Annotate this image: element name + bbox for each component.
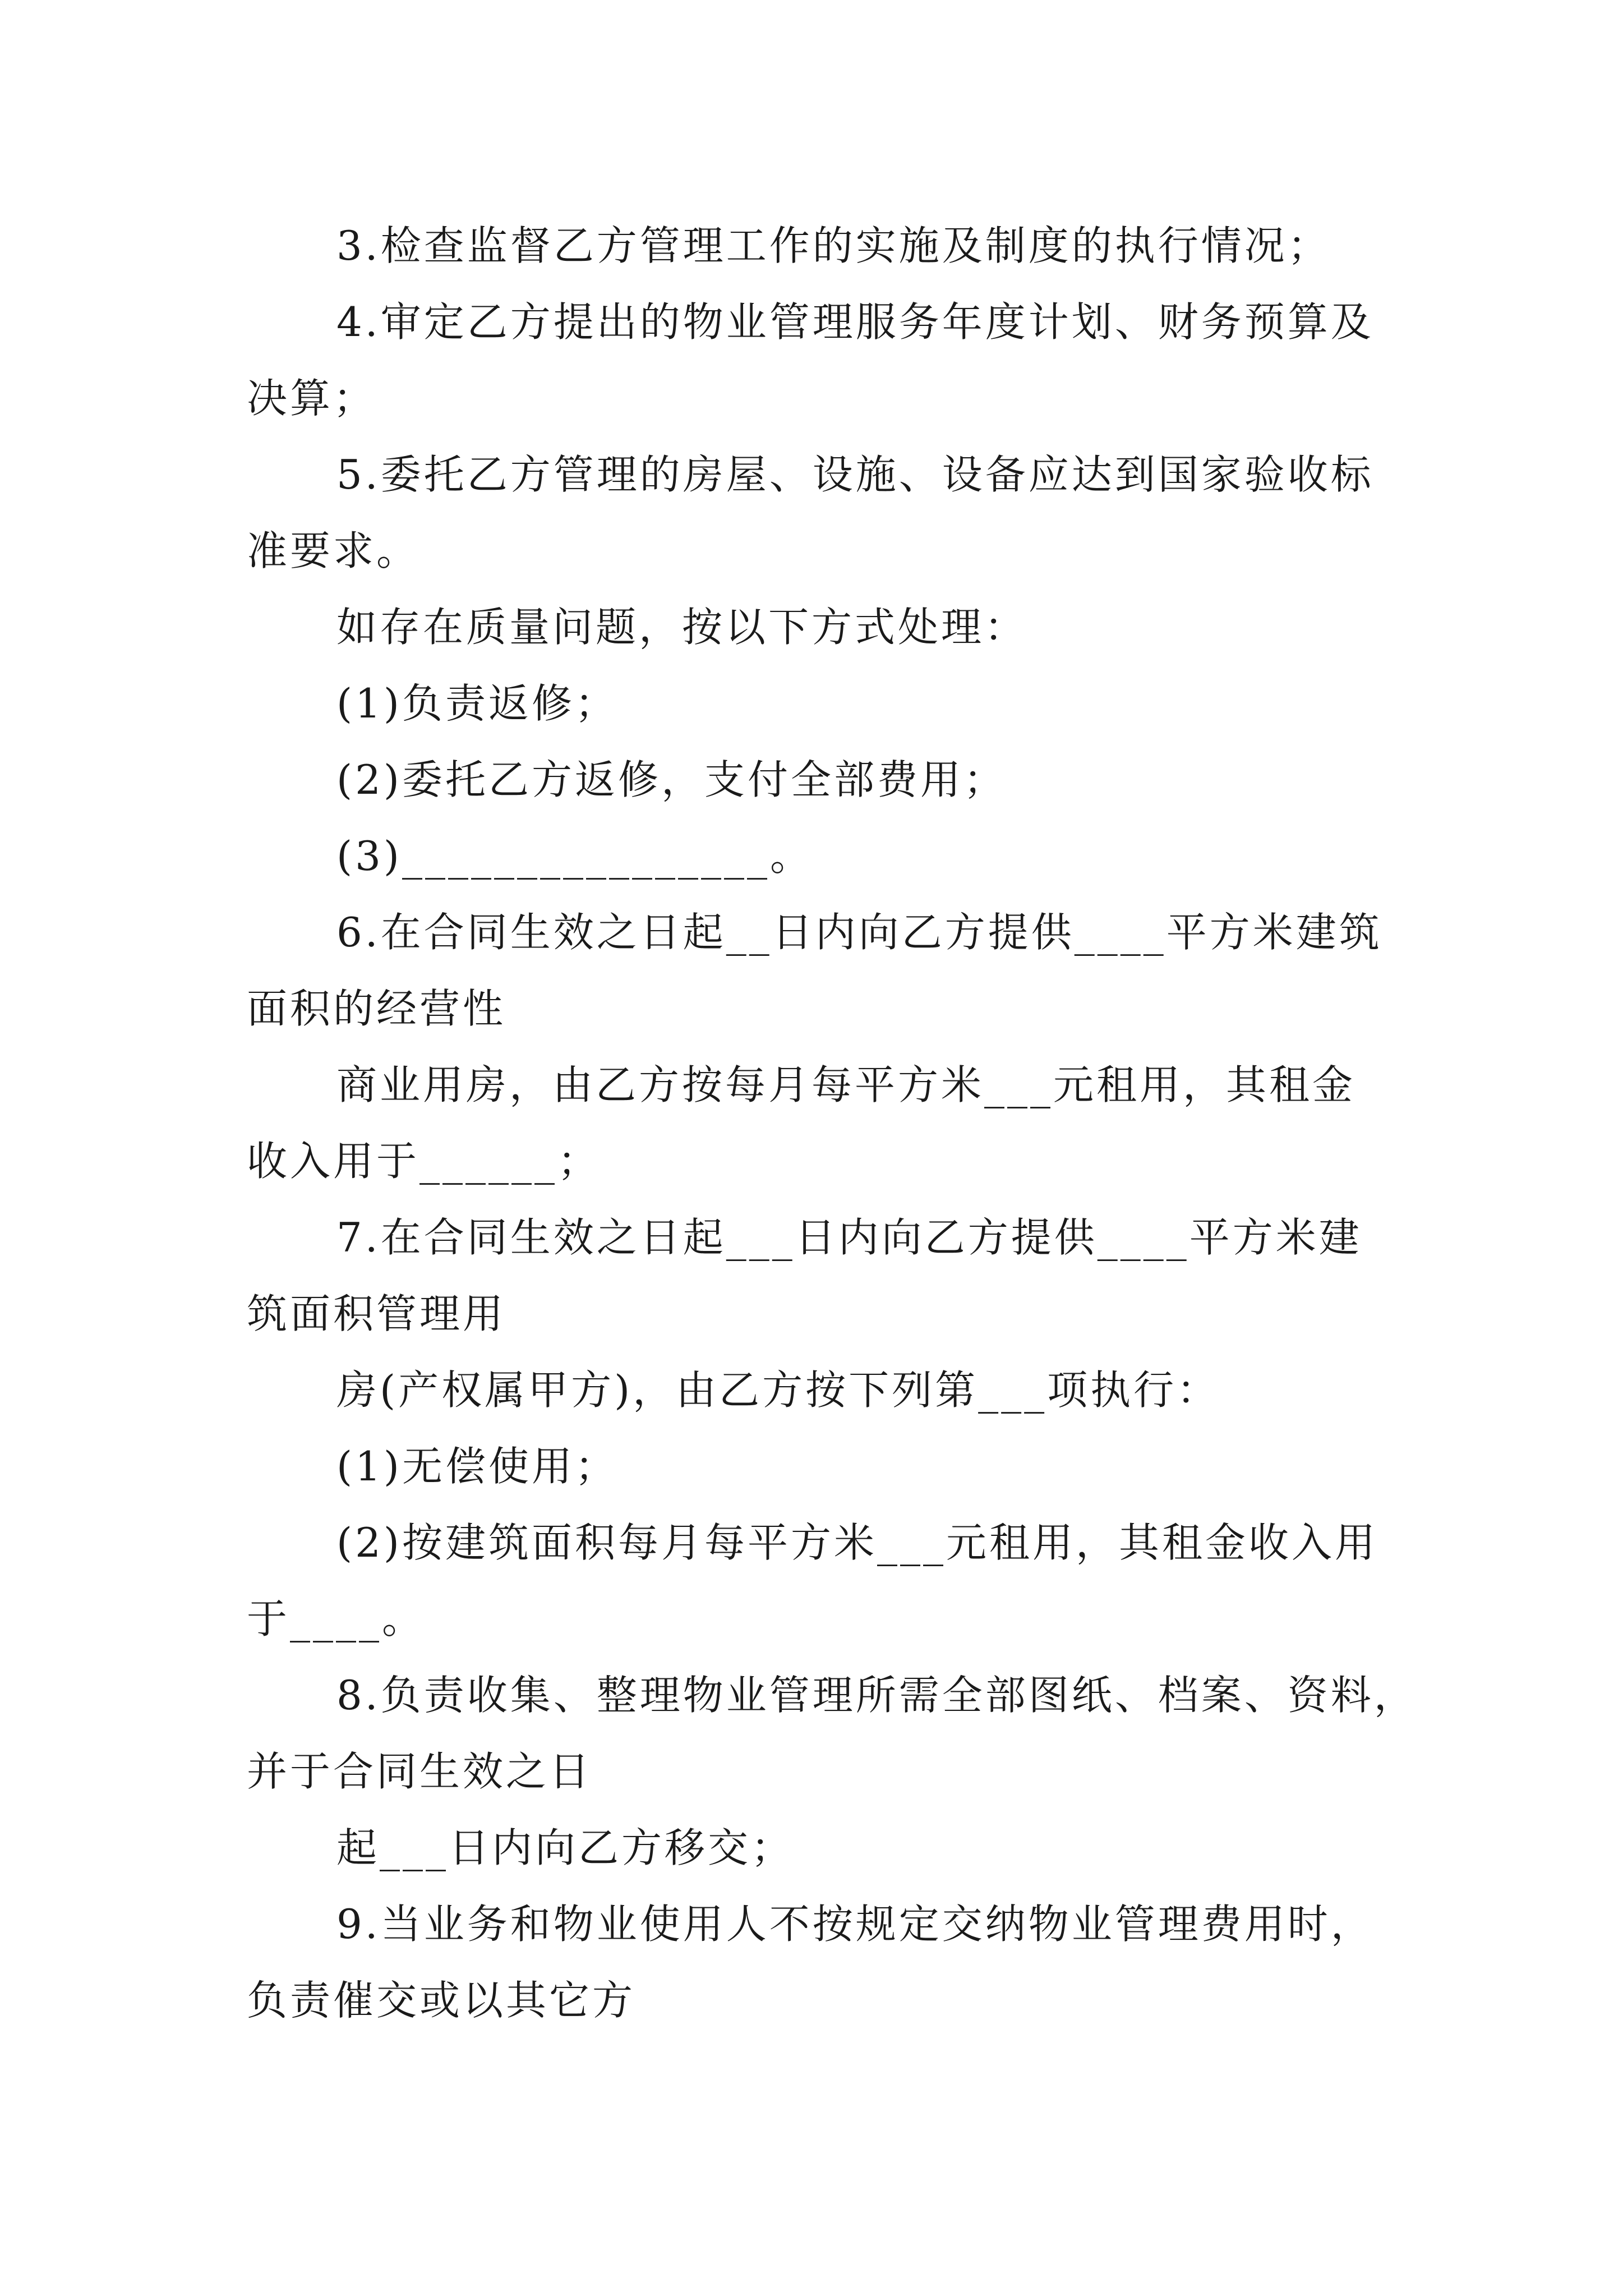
clause-7-continuation: 筑面积管理用 <box>247 1290 506 1337</box>
management-option-2-continuation: 于____。 <box>247 1595 426 1642</box>
clause-9-continuation: 负责催交或以其它方 <box>247 1977 636 2024</box>
clause-8-continuation: 并于合同生效之日 <box>247 1748 593 1795</box>
management-option-1: (1)无偿使用； <box>336 1443 618 1490</box>
clause-6-line: 6.在合同生效之日起__日内向乙方提供____平方米建筑 <box>336 909 1382 956</box>
clause-5-continuation: 准要求。 <box>247 527 420 574</box>
quality-option-3: (3)________________。 <box>336 832 813 880</box>
clause-6-continuation: 面积的经营性 <box>247 985 506 1032</box>
clause-4-line: 4.审定乙方提出的物业管理服务年度计划、财务预算及 <box>336 298 1374 346</box>
commercial-rent-line: 商业用房，由乙方按每月每平方米___元租用，其租金 <box>336 1061 1356 1108</box>
document-body <box>247 208 1417 2039</box>
clause-5-line: 5.委托乙方管理的房屋、设施、设备应达到国家验收标 <box>336 451 1374 498</box>
quality-issue-intro: 如存在质量问题，按以下方式处理： <box>336 604 1028 651</box>
clause-9-line: 9.当业务和物业使用人不按规定交纳物业管理费用时， <box>336 1901 1374 1948</box>
clause-3-line: 3.检查监督乙方管理工作的实施及制度的执行情况； <box>336 222 1331 269</box>
clause-4-continuation: 决算； <box>247 375 377 422</box>
clause-7-line: 7.在合同生效之日起___日内向乙方提供____平方米建 <box>336 1214 1362 1261</box>
clause-8-handover: 起___日内向乙方移交； <box>336 1824 795 1871</box>
quality-option-2: (2)委托乙方返修，支付全部费用； <box>336 756 1007 803</box>
clause-8-line: 8.负责收集、整理物业管理所需全部图纸、档案、资料， <box>336 1672 1417 1719</box>
quality-option-1: (1)负责返修； <box>336 680 618 727</box>
management-option-2: (2)按建筑面积每月每平方米___元租用，其租金收入用 <box>336 1519 1378 1566</box>
management-room-line: 房(产权属甲方)，由乙方按下列第___项执行： <box>336 1366 1220 1414</box>
commercial-rent-continuation: 收入用于______； <box>247 1138 601 1185</box>
